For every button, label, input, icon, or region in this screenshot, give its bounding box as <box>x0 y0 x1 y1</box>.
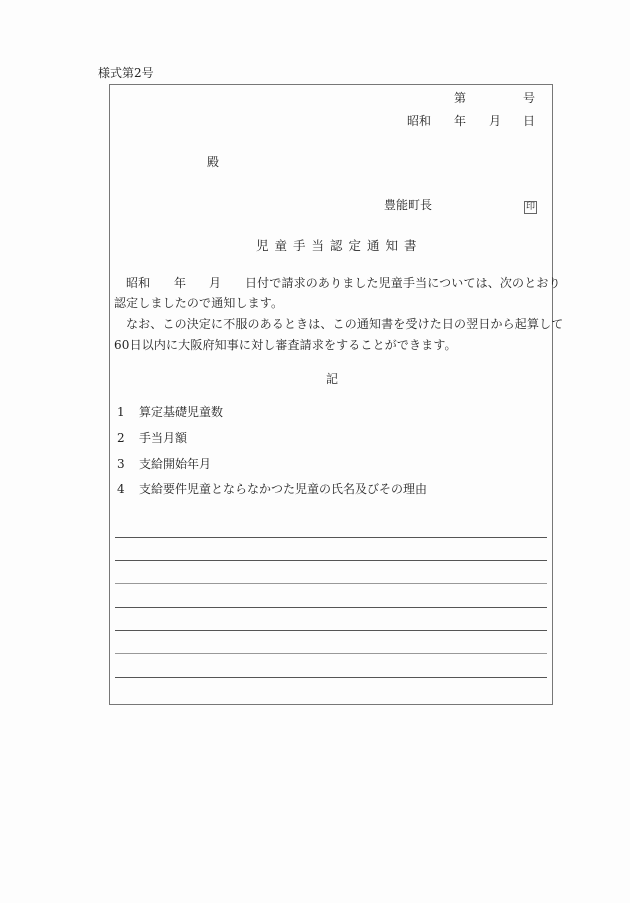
p1-year: 年 <box>174 276 187 290</box>
p1-era: 昭和 <box>126 276 151 290</box>
document-title: 児童手当認定通知書 <box>256 238 423 253</box>
addressee-honorific: 殿 <box>207 155 220 169</box>
reason-line <box>115 607 547 608</box>
form-number: 様式第2号 <box>98 66 154 80</box>
reason-line <box>115 560 547 561</box>
reason-line <box>115 583 547 584</box>
item-number: 1 <box>117 405 125 419</box>
notice-frame <box>109 84 553 705</box>
date-day: 日 <box>523 114 536 128</box>
item-number: 4 <box>117 482 125 496</box>
reason-line <box>115 537 547 538</box>
date-year: 年 <box>454 114 467 128</box>
item-number: 3 <box>117 457 125 471</box>
reason-line <box>115 677 547 678</box>
item-label: 支給開始年月 <box>139 457 212 471</box>
reason-line <box>115 653 547 654</box>
date-era: 昭和 <box>407 114 432 128</box>
p2-line2-text: 60日以内に大阪府知事に対し審査請求をすることができます。 <box>114 338 457 352</box>
issuer-name: 豊能町長 <box>384 198 433 212</box>
number-suffix: 号 <box>523 91 536 105</box>
number-prefix: 第 <box>454 91 467 105</box>
item-label: 支給要件児童とならなかつた児童の氏名及びその理由 <box>139 482 428 496</box>
p1-month: 月 <box>209 276 222 290</box>
seal-icon: 印 <box>526 202 536 212</box>
p1-line2-text: 認定しましたので通知します。 <box>114 296 284 310</box>
date-month: 月 <box>489 114 502 128</box>
item-label: 手当月額 <box>139 431 188 445</box>
reason-line <box>115 630 547 631</box>
p1-line1-text: 日付で請求のありました児童手当については、次のとおり <box>245 276 561 290</box>
ki-heading: 記 <box>326 372 339 386</box>
item-label: 算定基礎児童数 <box>139 405 224 419</box>
p2-line1-text: なお、この決定に不服のあるときは、この通知書を受けた日の翌日から起算して <box>126 317 564 331</box>
item-number: 2 <box>117 431 125 445</box>
